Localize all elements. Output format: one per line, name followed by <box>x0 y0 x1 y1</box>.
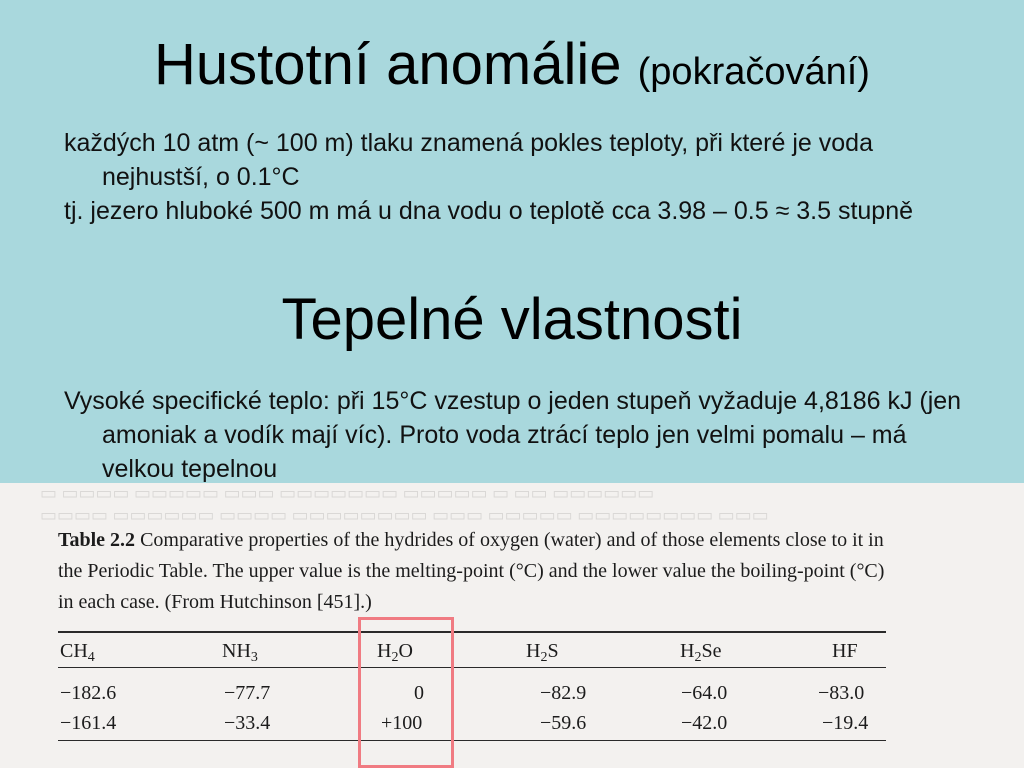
specific-heat-paragraph: Vysoké specifické teplo: při 15°C vzestup o jeden stupeň vyžaduje 4,8186 kJ (jen amoniak a vodík mají víc). Proto voda ztrácí teplo jen velmi pomalu – má velkou tepelnou <box>64 387 962 483</box>
table-bottom-rule <box>58 740 886 741</box>
melting-point-h2s: −82.9 <box>540 682 587 704</box>
boiling-point-h2s: −59.6 <box>540 712 587 734</box>
column-header-ch4: $CH_4$ <box>60 640 95 665</box>
pressure-paragraph: každých 10 atm (~ 100 m) tlaku znamená pokles teploty, při které je voda nejhustší, o 0.1°C <box>64 129 873 191</box>
column-header-h2se: $H_2Se$ <box>680 640 722 665</box>
table-header-rule <box>58 667 886 668</box>
column-header-nh3: $NH_3$ <box>222 640 258 665</box>
column-header-hf: HF <box>832 640 858 662</box>
bleed-through-texture: ▭▭▭▭ ▭▭▭▭▭▭ ▭▭▭▭ ▭▭▭▭▭▭▭▭ ▭▭▭ ▭▭▭▭▭ ▭▭▭▭▭▭▭▭ ▭▭▭ <box>40 505 769 525</box>
slide-title <box>0 32 1024 105</box>
heat-text-block <box>64 384 964 486</box>
boiling-point-h2se: −42.0 <box>681 712 728 734</box>
melting-point-nh3: −77.7 <box>224 682 271 704</box>
table-caption-text: Comparative properties of the hydrides of oxygen (water) and of those elements close to it in the Periodic Table. The upper value is the melting-point (°C) and the lower value the boiling-point (°C) in each case. (From Hutchinson [451].) <box>58 529 885 613</box>
melting-point-h2o: 0 <box>414 682 424 704</box>
column-header-h2s: $H_2S$ <box>526 640 559 665</box>
boiling-point-h2o: +100 <box>381 712 423 734</box>
table-caption <box>58 525 888 618</box>
bleed-through-texture: ▭ ▭▭▭▭ ▭▭▭▭▭ ▭▭▭ ▭▭▭▭▭▭▭ ▭▭▭▭▭ ▭ ▭▭ ▭▭▭▭▭▭ <box>40 483 655 503</box>
boiling-point-hf: −19.4 <box>822 712 869 734</box>
melting-point-hf: −83.0 <box>818 682 865 704</box>
pressure-text-block <box>64 126 964 228</box>
column-header-h2o: $H_2O$ <box>377 640 413 665</box>
section-heading: Tepelné vlastnosti <box>281 287 743 352</box>
melting-point-ch4: −182.6 <box>60 682 117 704</box>
water-column-highlight-box <box>358 617 454 768</box>
table-top-rule <box>58 631 886 633</box>
slide-title-sub: (pokračování) <box>637 51 870 93</box>
table-caption-label: Table 2.2 <box>58 529 136 551</box>
lake-paragraph: tj. jezero hluboké 500 m má u dna vodu o teplotě cca 3.98 – 0.5 ≈ 3.5 stupně <box>64 197 913 225</box>
boiling-point-nh3: −33.4 <box>224 712 271 734</box>
boiling-point-ch4: −161.4 <box>60 712 117 734</box>
scanned-table-image <box>0 483 1024 768</box>
melting-point-h2se: −64.0 <box>681 682 728 704</box>
slide-title-main: Hustotní anomálie <box>154 32 622 97</box>
